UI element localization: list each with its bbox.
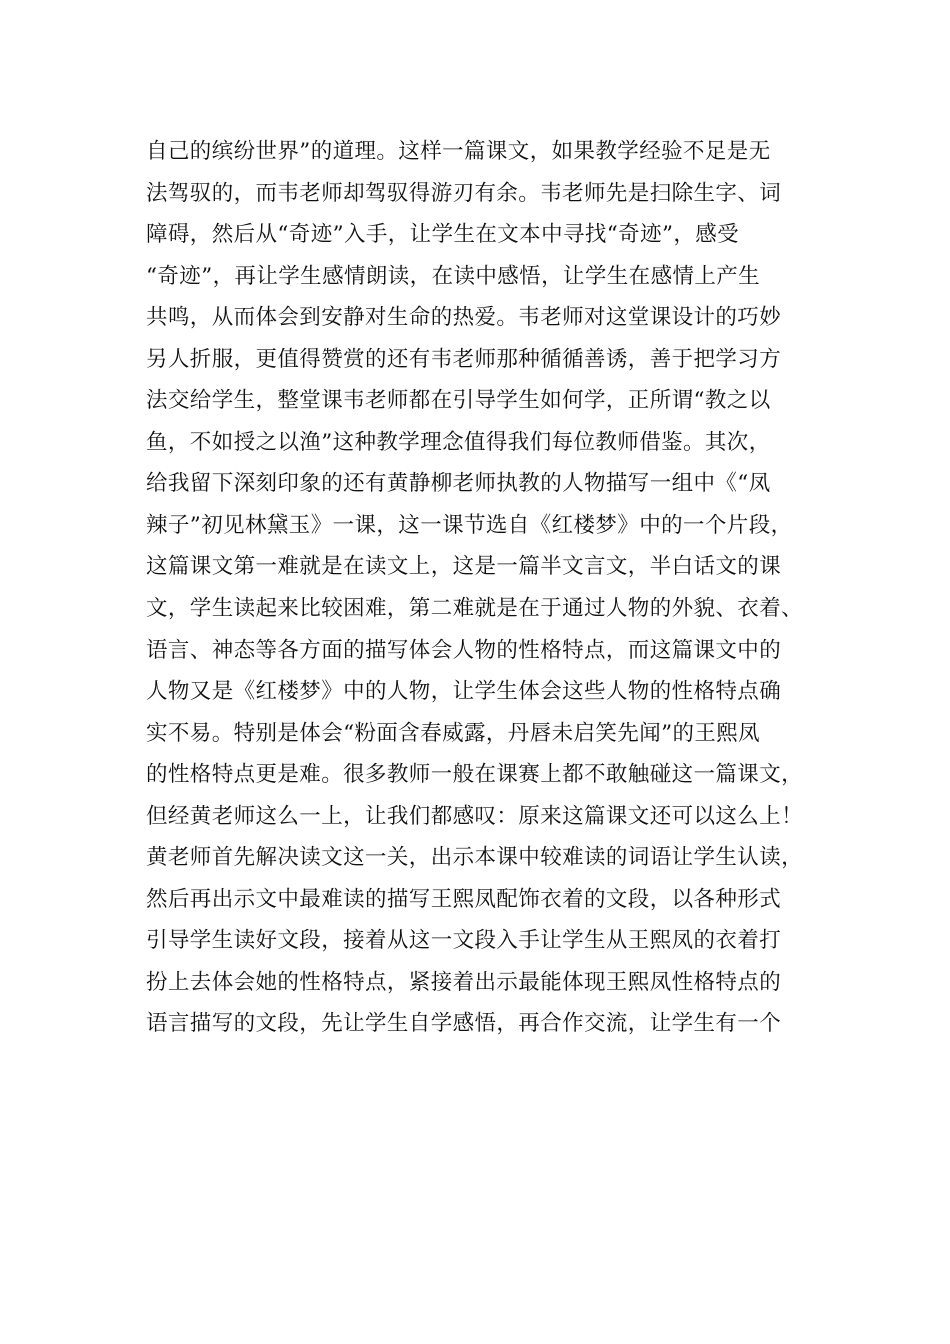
text-line: 辣子”初见林黛玉》一课，这一课节选自《红楼梦》中的一个片段， [146, 512, 793, 538]
text-line: 自己的缤纷世界”的道理。这样一篇课文，如果教学经验不足是无 [146, 139, 771, 164]
text-line: 但经黄老师这么一上，让我们都感叹：原来这篇课文还可以这么上！ [146, 803, 804, 829]
body-paragraph [146, 131, 826, 1045]
text-line: 引导学生读好文段，接着从这一文段入手让学生从王熙凤的衣着打 [146, 928, 782, 954]
text-line: 语言、神态等各方面的描写体会人物的性格特点，而这篇课文中的 [146, 637, 782, 663]
text-line: 法交给学生，整堂课韦老师都在引导学生如何学，正所谓“教之以 [146, 388, 771, 414]
text-line: 的性格特点更是难。很多教师一般在课赛上都不敢触碰这一篇课文， [146, 762, 804, 788]
text-line: 共鸣，从而体会到安静对生命的热爱。韦老师对这堂课设计的巧妙 [146, 305, 782, 331]
text-line: 实不易。特别是体会“粉面含春威露，丹唇未启笑先闻”的王熙凤 [146, 720, 761, 746]
text-line: 法驾驭的，而韦老师却驾驭得游刃有余。韦老师先是扫除生字、词 [146, 180, 782, 206]
text-line: 黄老师首先解决读文这一关，出示本课中较难读的词语让学生认读， [146, 845, 804, 871]
text-line: 人物又是《红楼梦》中的人物，让学生体会这些人物的性格特点确 [146, 679, 782, 705]
text-line: “奇迹”，再让学生感情朗读，在读中感悟，让学生在感情上产生 [146, 263, 761, 289]
text-line: 然后再出示文中最难读的描写王熙凤配饰衣着的文段，以各种形式 [146, 886, 782, 912]
text-line: 文，学生读起来比较困难，第二难就是在于通过人物的外貌、衣着、 [146, 596, 804, 622]
text-line: 语言描写的文段，先让学生自学感悟，再合作交流，让学生有一个 [146, 1011, 782, 1037]
text-line: 给我留下深刻印象的还有黄静柳老师执教的人物描写一组中《“凤 [146, 471, 771, 497]
text-line: 另人折服，更值得赞赏的还有韦老师那种循循善诱，善于把学习方 [146, 346, 782, 372]
text-line: 扮上去体会她的性格特点，紧接着出示最能体现王熙凤性格特点的 [146, 969, 782, 995]
text-line: 障碍，然后从“奇迹”入手，让学生在文本中寻找“奇迹”，感受 [146, 222, 740, 248]
text-line: 这篇课文第一难就是在读文上，这是一篇半文言文，半白话文的课 [146, 554, 782, 580]
text-line: 鱼，不如授之以渔”这种教学理念值得我们每位教师借鉴。其次， [146, 429, 771, 455]
